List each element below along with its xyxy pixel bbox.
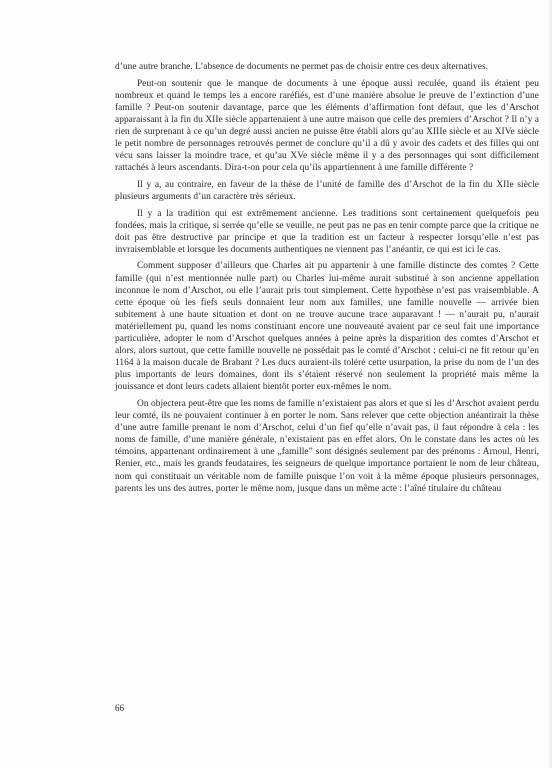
paragraph: On objectera peut-être que les noms de famille n’existaient pas alors et que si les d’Arschot avaient perdu leur comté, ils ne pouvaient continuer à en porter le nom. Sans relever que cette objection anéantirait la thèse d’une autre famille prenant le nom d’Arschot, celui d’un fief qu’elle n’avait pas, il faut répondre à cela : les noms de famille, d’une manière générale, n’existaient pas en effet alors. On le constate dans les actes où les témoins, appartenant ordinairement à une „famille” sont désignés seulement par des prénoms : Arnoul, Henri, Renier, etc., mais les grands feudataires, les seigneurs de quelque importance portaient le nom de leur château, nom qui constituait un véritable nom de famille puisque l’on voit à la même époque plusieurs personnages, parents les uns des autres, porter le même nom, jusque dans un même acte : l’aîné titulaire du château: [115, 398, 539, 494]
paragraph: Il y a la tradition qui est extrêmement ancienne. Les traditions sont certainement quelquefois peu fondées, mais la critique, si serrée qu’elle se veuille, ne peut pas ne pas en tenir compte parce que la critique ne doit pas être destructive par principe et que la tradition est un facteur à respecter lorsqu’elle n’est pas invraisemblable et lorsque les documents authentiques ne viennent pas l’anéantir, ce qui est ici le cas.: [115, 208, 539, 255]
paragraph: Comment supposer d’ailleurs que Charles ait pu appartenir à une famille distincte des comtes ? Cette famille (qui n’est mentionnée nulle part) ou Charles lui-même aurait substitué à son ancienne appellation inconnue le nom d’Arschot, ou elle l’aurait pris tout simplement. Cette hypothèse n’est pas vraisemblable. A cette époque où les fiefs seuls donnaient leur nom aux familles, une famille nouvelle — arrivée bien subitement à une haute situation et dont on ne trouve aucune trace auparavant ! — n’aurait pu, n’aurait matériellement pu, quand les noms constituant encore une nouveauté avaient par ce seul fait une importance particulière, adopter le nom d’Arschot quelques années à peine après la disparition des comtes d’Arschot et alors, alors surtout, que cette famille nouvelle ne possédait pas le comté d’Arschot ; celui-ci ne fit retour qu’en 1164 à la maison ducale de Brabant ? Les ducs auraient-ils toléré cette usurpation, la prise du nom de l’un des plus importants de leurs domaines, dont ils s’étaient réservé non seulement la propriété mais même la jouissance et dont leurs cadets allaient bientôt porter eux-mêmes le nom.: [115, 261, 539, 393]
body-text: [115, 61, 539, 499]
page-edge-shadow: [548, 0, 552, 768]
paragraph: Il y a, au contraire, en faveur de la thèse de l’unité de famille des d’Arschot de la fin du XIIe siècle plusieurs arguments d’un caractère très sérieux.: [115, 179, 539, 202]
page-number: 66: [115, 703, 124, 713]
paragraph: Peut-on soutenir que le manque de documents à une époque aussi reculée, quand ils étaient peu nombreux et quand le temps les a encore raréfiés, est d’une manière absolue le preuve de l’extinction d’une famille ? Peut-on soutenir davantage, parce que les éléments d’affirmation font défaut, que les d’Arschot apparaissant à la fin du XIIe siècle appartenaient à une autre maison que celle des premiers d’Arschot ? Il n’y a rien de surprenant à ce qu’un degré aussi ancien ne puisse être établi alors qu’au XIIIe siècle et au XIVe siècle le petit nombre de personnages retrouvés permet de conclure qu’il a dû y avoir des cadets et des filles qui ont vécu sans laisser la moindre trace, et qu’au XVe siècle même il y a des personnages qui sont difficilement rattachés à leurs ascendants. Dira-t-on pour cela qu’ils appartiennent à une famille différente ?: [115, 78, 539, 174]
paragraph: d’une autre branche. L’absence de documents ne permet pas de choisir entre ces deux alternatives.: [115, 62, 489, 72]
